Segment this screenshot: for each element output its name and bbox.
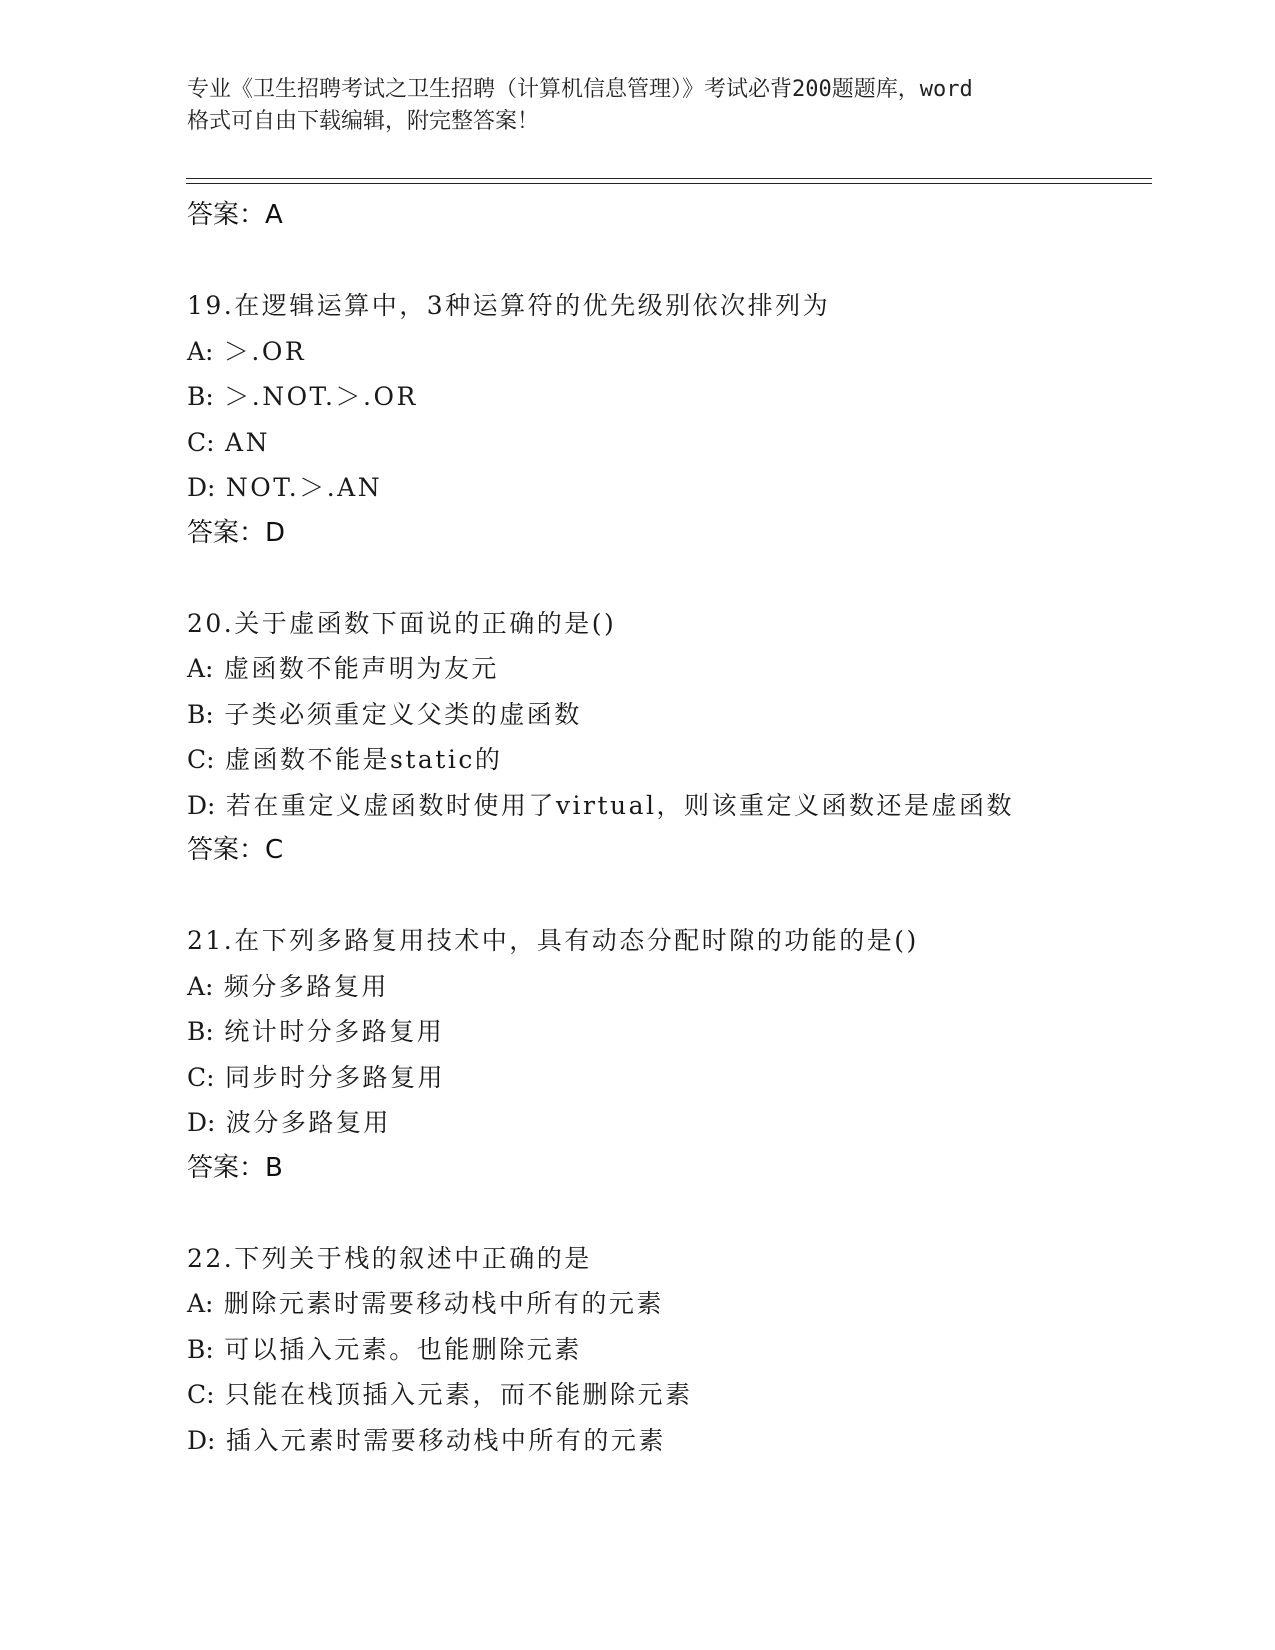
option-letter: A: [187, 1289, 214, 1318]
option-text: 只能在栈顶插入元素，而不能删除元素 [214, 1380, 693, 1409]
option-a [187, 1281, 1147, 1327]
question-block [187, 1236, 1147, 1464]
option-text: 虚函数不能是static的 [214, 745, 503, 774]
question-text: 19.在逻辑运算中，3种运算符的优先级别依次排列为 [187, 291, 831, 320]
option-text: 频分多路复用 [213, 971, 389, 1001]
option-text: ＞.NOT.＞.OR [213, 382, 418, 411]
option-text: NOT.＞.AN [215, 473, 383, 502]
option-c [187, 737, 1147, 783]
question-block [187, 601, 1147, 873]
option-a [187, 329, 1147, 375]
option-letter: B: [187, 382, 214, 411]
option-text: 插入元素时需要移动栈中所有的元素 [215, 1425, 666, 1455]
option-b [187, 1327, 1147, 1373]
question-text: 21.在下列多路复用技术中，具有动态分配时隙的功能的是() [187, 926, 919, 955]
option-letter: D: [187, 473, 216, 502]
option-letter: D: [187, 790, 216, 820]
option-text: AN [214, 427, 270, 457]
option-a [187, 964, 1147, 1010]
option-letter: A: [187, 971, 214, 1001]
option-b [187, 374, 1147, 420]
option-d [187, 465, 1147, 511]
option-letter: D: [187, 1425, 216, 1455]
header-divider-bottom [186, 183, 1152, 184]
answer-label: 答案：D [187, 517, 286, 548]
answer-label: 答案：C [187, 835, 284, 865]
document-header [187, 74, 1087, 138]
question-block [187, 283, 1147, 555]
option-text: 可以插入元素。也能删除元素 [213, 1334, 582, 1364]
option-letter: B: [187, 1334, 214, 1364]
option-c [187, 1055, 1147, 1101]
option-d [187, 1418, 1147, 1464]
option-text: 同步时分多路复用 [214, 1062, 446, 1092]
question-text: 20.关于虚函数下面说的正确的是() [187, 608, 617, 638]
option-c [187, 1372, 1147, 1418]
option-b [187, 1009, 1147, 1055]
option-text: 子类必须重定义父类的虚函数 [213, 699, 582, 729]
option-text: 统计时分多路复用 [213, 1017, 445, 1046]
option-letter: C: [187, 427, 215, 457]
question-text: 22.下列关于栈的叙述中正确的是 [187, 1243, 592, 1273]
option-letter: C: [187, 1380, 215, 1409]
option-b [187, 692, 1147, 738]
option-letter: A: [187, 336, 214, 366]
header-divider-top [186, 178, 1152, 179]
option-letter: B: [187, 699, 214, 729]
option-letter: C: [187, 1062, 215, 1092]
option-text: 虚函数不能声明为友元 [213, 654, 499, 683]
option-letter: D: [187, 1108, 216, 1137]
option-text: ＞.OR [213, 336, 307, 366]
option-text: 删除元素时需要移动栈中所有的元素 [213, 1289, 664, 1318]
question-list [187, 193, 1147, 1463]
option-letter: C: [187, 745, 215, 774]
option-text: 若在重定义虚函数时使用了virtual，则该重定义函数还是虚函数 [215, 790, 1015, 820]
option-c [187, 420, 1147, 466]
option-d [187, 1100, 1147, 1146]
answer-label: 答案：A [187, 200, 283, 230]
header-line-1: 专业《卫生招聘考试之卫生招聘（计算机信息管理）》考试必背200题题库，word [187, 77, 973, 102]
question-block [187, 918, 1147, 1190]
option-text: 波分多路复用 [215, 1108, 391, 1137]
option-letter: B: [187, 1017, 214, 1046]
answer-label: 答案：B [187, 1152, 283, 1183]
header-line-2: 格式可自由下载编辑，附完整答案！ [187, 109, 540, 134]
option-d [187, 783, 1147, 829]
option-letter: A: [187, 654, 214, 683]
option-a [187, 646, 1147, 692]
